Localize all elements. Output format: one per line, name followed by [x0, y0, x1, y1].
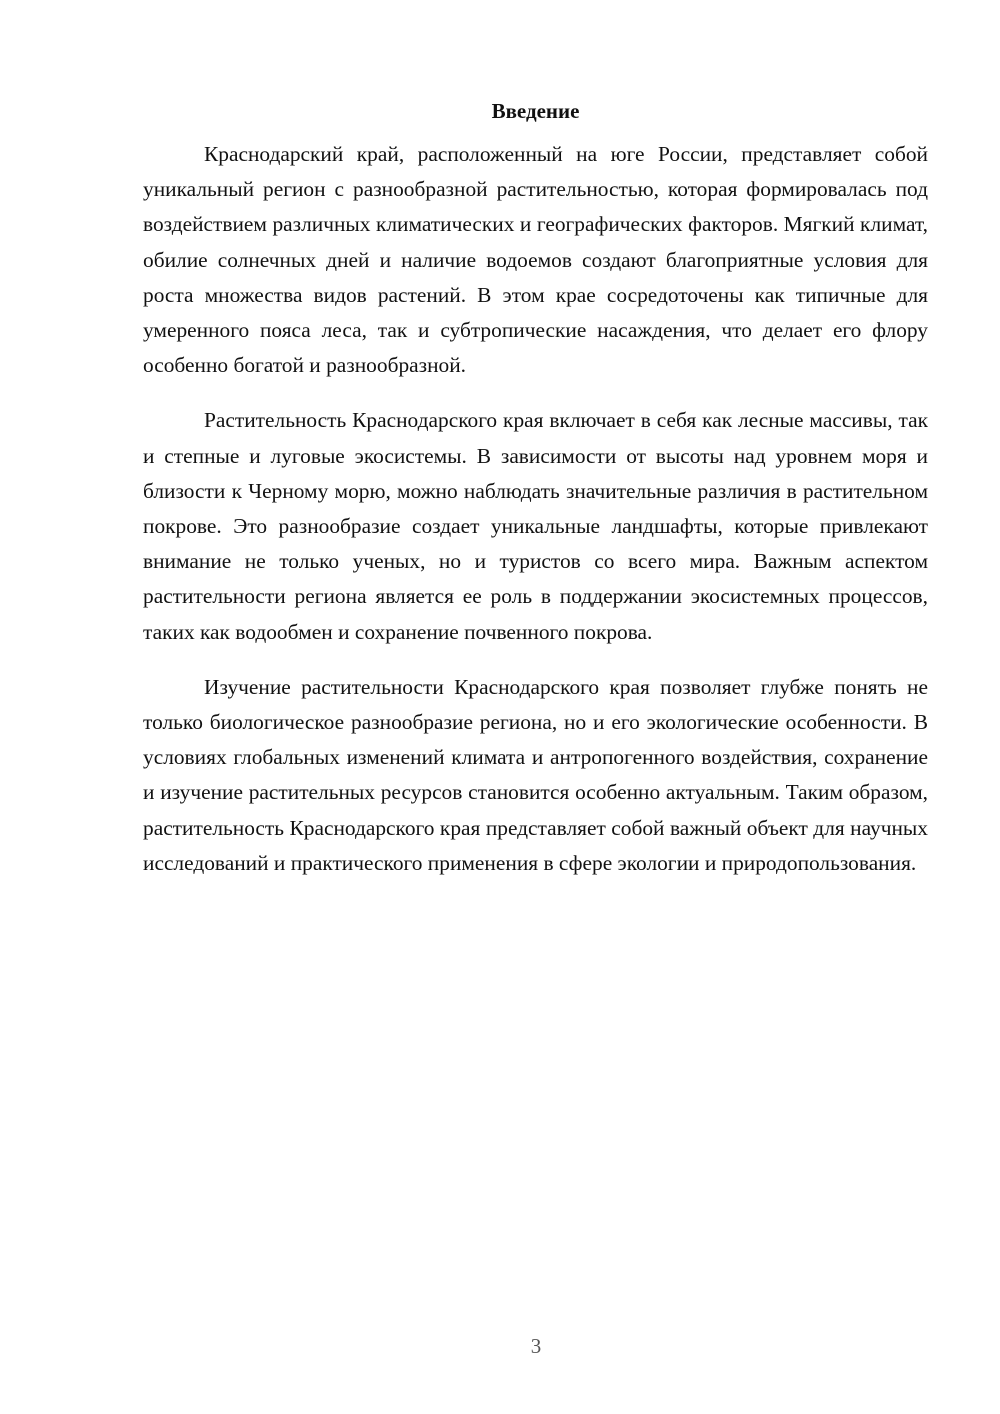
page-body	[143, 94, 928, 901]
page-number: 3	[530, 1334, 542, 1358]
section-heading: Введение	[491, 99, 580, 123]
paragraph-1: Краснодарский край, расположенный на юге России, представляет собой уникальный регион с разнообразной растительностью, которая формировалась под воздействием различных климатических и географических факторов. Мягкий климат, обилие солнечных дней и наличие водоемов создают благоприятные условия для роста множества видов растений. В этом крае сосредоточены как типичные для умеренного пояса леса, так и субтропические насаждения, что делает его флору особенно богатой и разнообразной.	[143, 142, 928, 378]
paragraph-3: Изучение растительности Краснодарского края позволяет глубже понять не только биологическое разнообразие региона, но и его экологические особенности. В условиях глобальных изменений климата и антропогенного воздействия, сохранение и изучение растительных ресурсов становится особенно актуальным. Таким образом, растительность Краснодарского края представляет собой важный объект для научных исследований и практического применения в сфере экологии и природопользования.	[143, 674, 928, 875]
paragraph-2: Растительность Краснодарского края включает в себя как лесные массивы, так и степные и луговые экосистемы. В зависимости от высоты над уровнем моря и близости к Черному морю, можно наблюдать значительные различия в растительном покрове. Это разнообразие создает уникальные ландшафты, которые привлекают внимание не только ученых, но и туристов со всего мира. Важным аспектом растительности региона является ее роль в поддержании экосистемных процессов, таких как водообмен и сохранение почвенного покрова.	[143, 408, 928, 644]
